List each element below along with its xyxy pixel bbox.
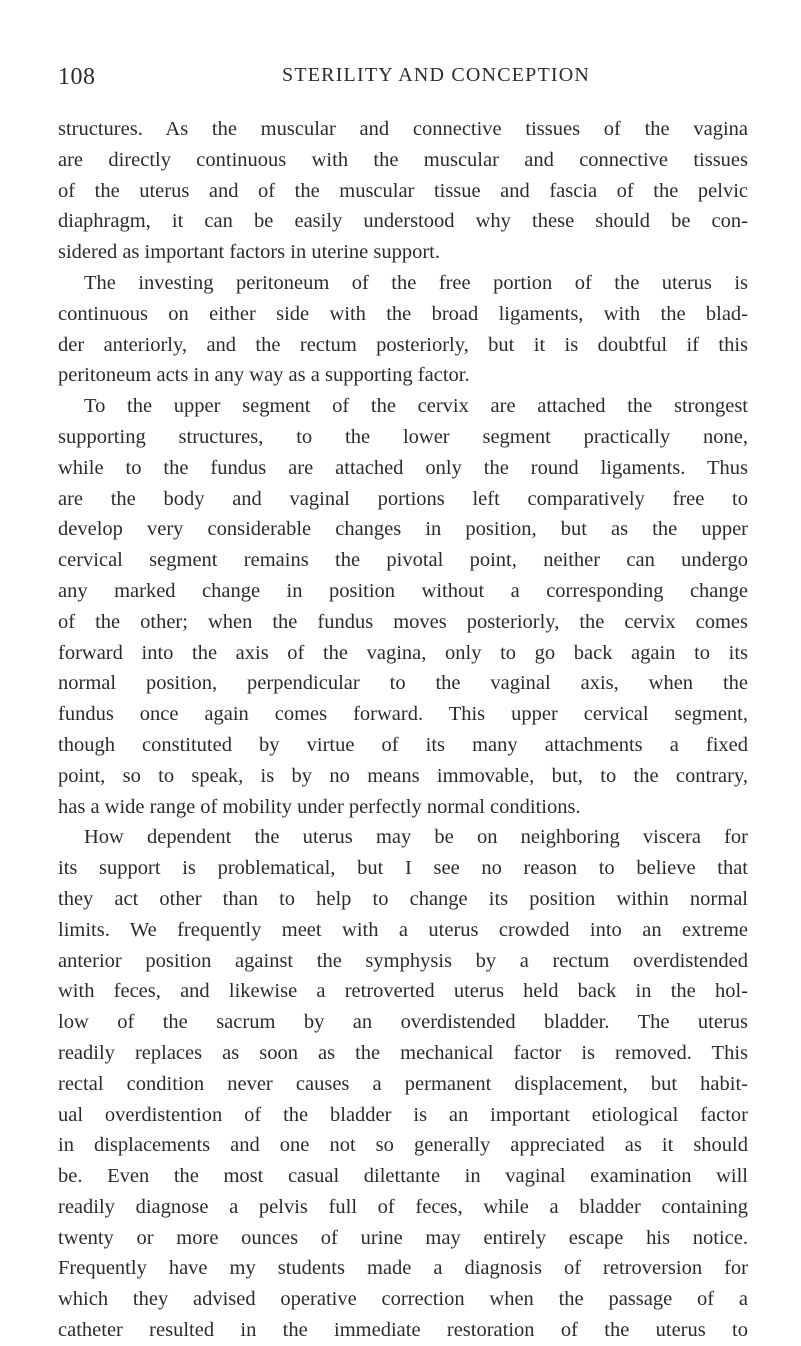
text-line: catheter resulted in the immediate restoration of the uterus to (58, 1319, 748, 1342)
text-line: normal position, perpendicular to the vaginal axis, when the (58, 672, 748, 695)
text-line: which they advised operative correction when the passage of a (58, 1288, 748, 1311)
text-line: with feces, and likewise a retroverted uterus held back in the hol- (58, 980, 748, 1003)
text-line: supporting structures, to the lower segment practically none, (58, 425, 748, 448)
text-line: Frequently have my students made a diagnosis of retroversion for (58, 1257, 748, 1280)
text-line: while to the fundus are attached only the round ligaments. Thus (58, 456, 748, 479)
text-line: peritoneum acts in any way as a supporting factor. (58, 364, 470, 387)
text-line: rectal condition never causes a permanent displacement, but habit- (58, 1072, 748, 1095)
text-line: limits. We frequently meet with a uterus crowded into an extreme (58, 918, 748, 941)
text-line: anterior position against the symphysis by a rectum overdistended (58, 949, 748, 972)
text-line: ual overdistention of the bladder is an important etiological factor (58, 1103, 748, 1126)
text-line: low of the sacrum by an overdistended bladder. The uterus (58, 1011, 748, 1034)
text-line: forward into the axis of the vagina, only to go back again to its (58, 641, 748, 664)
text-line: To the upper segment of the cervix are attached the strongest (84, 395, 748, 418)
text-line: structures. As the muscular and connective tissues of the vagina (58, 118, 748, 140)
page-number: 108 (58, 64, 96, 90)
text-line: of the other; when the fundus moves posteriorly, the cervix comes (58, 610, 748, 633)
text-line: twenty or more ounces of urine may entirely escape his notice. (58, 1226, 748, 1249)
text-line: cervical segment remains the pivotal point, neither can undergo (58, 549, 748, 572)
text-line: readily diagnose a pelvis full of feces, while a bladder containing (58, 1195, 748, 1218)
text-line: diaphragm, it can be easily understood why these should be con- (58, 210, 748, 233)
text-line: of the uterus and of the muscular tissue and fascia of the pelvic (58, 179, 748, 202)
text-line: its support is problematical, but I see no reason to believe that (58, 857, 748, 880)
text-line: continuous on either side with the broad ligaments, with the blad- (58, 302, 748, 325)
body-text (58, 114, 748, 1346)
text-line: point, so to speak, is by no means immovable, but, to the contrary, (58, 764, 748, 787)
text-line: How dependent the uterus may be on neighboring viscera for (84, 826, 748, 849)
text-line: sidered as important factors in uterine support. (58, 241, 440, 264)
text-line: be. Even the most casual dilettante in vaginal examination will (58, 1165, 748, 1188)
text-line: has a wide range of mobility under perfectly normal conditions. (58, 795, 581, 818)
text-line: though constituted by virtue of its many attachments a fixed (58, 733, 748, 756)
text-line: in displacements and one not so generally appreciated as it should (58, 1134, 748, 1157)
running-head: STERILITY AND CONCEPTION (282, 64, 591, 86)
text-line: der anteriorly, and the rectum posteriorly, but it is doubtful if this (58, 333, 748, 356)
text-line: readily replaces as soon as the mechanical factor is removed. This (58, 1041, 748, 1064)
text-line: are directly continuous with the muscular and connective tissues (58, 148, 748, 171)
text-line: fundus once again comes forward. This upper cervical segment, (58, 703, 748, 726)
text-line: are the body and vaginal portions left comparatively free to (58, 487, 748, 510)
text-line: any marked change in position without a corresponding change (58, 579, 748, 602)
text-line: they act other than to help to change its position within normal (58, 887, 748, 910)
text-line: The investing peritoneum of the free portion of the uterus is (84, 271, 748, 294)
text-line: develop very considerable changes in position, but as the upper (58, 518, 748, 541)
